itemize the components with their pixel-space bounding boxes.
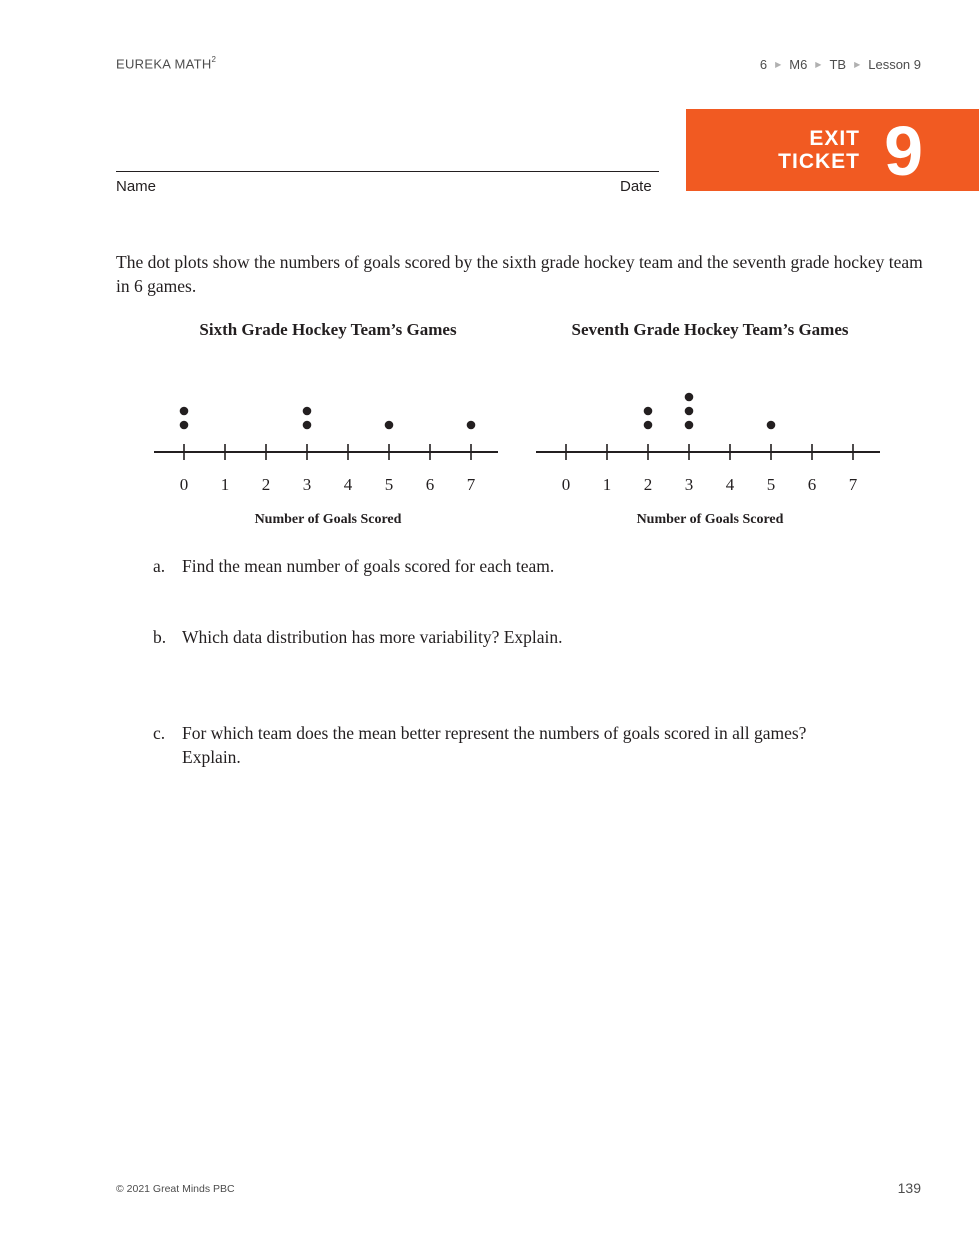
chevron-right-icon: ▶ bbox=[775, 60, 782, 69]
exit-ticket-label bbox=[778, 127, 860, 173]
sixth-tick-label: 0 bbox=[179, 475, 189, 494]
sixth-data-dot bbox=[303, 421, 312, 430]
dot-plots bbox=[150, 310, 890, 540]
seventh-tick-label: 4 bbox=[725, 475, 735, 494]
breadcrumb-book: TB bbox=[829, 57, 847, 72]
seventh-data-dot bbox=[644, 421, 653, 430]
sixth-tick-label: 5 bbox=[384, 475, 394, 494]
seventh-tick-label: 1 bbox=[602, 475, 612, 494]
question-a-label: a. bbox=[153, 556, 166, 576]
seventh-tick-label: 7 bbox=[848, 475, 858, 494]
brand-logo bbox=[116, 56, 216, 71]
question-b-text: Which data distribution has more variability? Explain. bbox=[182, 627, 563, 647]
name-label: Name bbox=[116, 178, 157, 195]
sixth-tick-label: 1 bbox=[220, 475, 230, 494]
exit-ticket-label-line1: EXIT bbox=[809, 127, 860, 150]
exit-ticket-banner bbox=[686, 109, 979, 191]
question-c-label: c. bbox=[153, 723, 166, 743]
exit-ticket-number: 9 bbox=[884, 112, 923, 190]
sixth-data-dot bbox=[180, 421, 189, 430]
sixth-x-axis-label: Number of Goals Scored bbox=[254, 512, 402, 527]
brand-name: EUREKA MATH bbox=[116, 56, 212, 72]
sixth-chart-title: Sixth Grade Hockey Team’s Games bbox=[199, 320, 457, 339]
brand-superscript: 2 bbox=[211, 55, 217, 64]
seventh-tick-label: 3 bbox=[684, 475, 694, 494]
breadcrumb-module: M6 bbox=[789, 57, 808, 72]
breadcrumb bbox=[760, 57, 921, 72]
sixth-data-dot bbox=[385, 421, 394, 430]
sixth-tick-label: 6 bbox=[425, 475, 435, 494]
breadcrumb-grade: 6 bbox=[759, 57, 768, 72]
seventh-tick-label: 5 bbox=[766, 475, 776, 494]
sixth-tick-label: 3 bbox=[302, 475, 312, 494]
copyright: © 2021 Great Minds PBC bbox=[116, 1183, 235, 1195]
seventh-x-axis-label: Number of Goals Scored bbox=[636, 512, 784, 527]
seventh-tick-label: 2 bbox=[643, 475, 653, 494]
sixth-data-dot bbox=[303, 407, 312, 416]
exit-ticket-label-line2: TICKET bbox=[778, 150, 860, 173]
page-number: 139 bbox=[897, 1180, 921, 1196]
sixth-tick-label: 4 bbox=[343, 475, 353, 494]
question-b-label: b. bbox=[153, 627, 167, 647]
seventh-chart-title: Seventh Grade Hockey Team’s Games bbox=[571, 320, 849, 339]
intro-text: The dot plots show the numbers of goals scored by the sixth grade hockey team and the seventh grade hockey team in 6 games. bbox=[116, 252, 923, 296]
breadcrumb-lesson: Lesson 9 bbox=[868, 57, 921, 72]
seventh-data-dot bbox=[644, 407, 653, 416]
sixth-data-dot bbox=[467, 421, 476, 430]
question-a bbox=[153, 554, 862, 578]
date-label: Date bbox=[620, 178, 652, 195]
sixth-data-dot bbox=[180, 407, 189, 416]
question-b bbox=[153, 625, 862, 649]
question-c-text: For which team does the mean better represent the numbers of goals scored in all games? Explain. bbox=[182, 723, 807, 767]
question-a-text: Find the mean number of goals scored for each team. bbox=[182, 556, 555, 576]
seventh-tick-label: 0 bbox=[561, 475, 571, 494]
sixth-tick-label: 7 bbox=[466, 475, 476, 494]
sixth-grade-dot-plot bbox=[154, 320, 498, 527]
seventh-data-dot bbox=[685, 393, 694, 402]
seventh-data-dot bbox=[685, 407, 694, 416]
question-c bbox=[153, 721, 862, 769]
seventh-data-dot bbox=[767, 421, 776, 430]
chevron-right-icon: ▶ bbox=[854, 60, 861, 69]
chevron-right-icon: ▶ bbox=[815, 60, 822, 69]
sixth-tick-label: 2 bbox=[261, 475, 271, 494]
seventh-data-dot bbox=[685, 421, 694, 430]
seventh-tick-label: 6 bbox=[807, 475, 817, 494]
name-date-line[interactable] bbox=[116, 171, 659, 172]
seventh-grade-dot-plot bbox=[536, 320, 880, 527]
